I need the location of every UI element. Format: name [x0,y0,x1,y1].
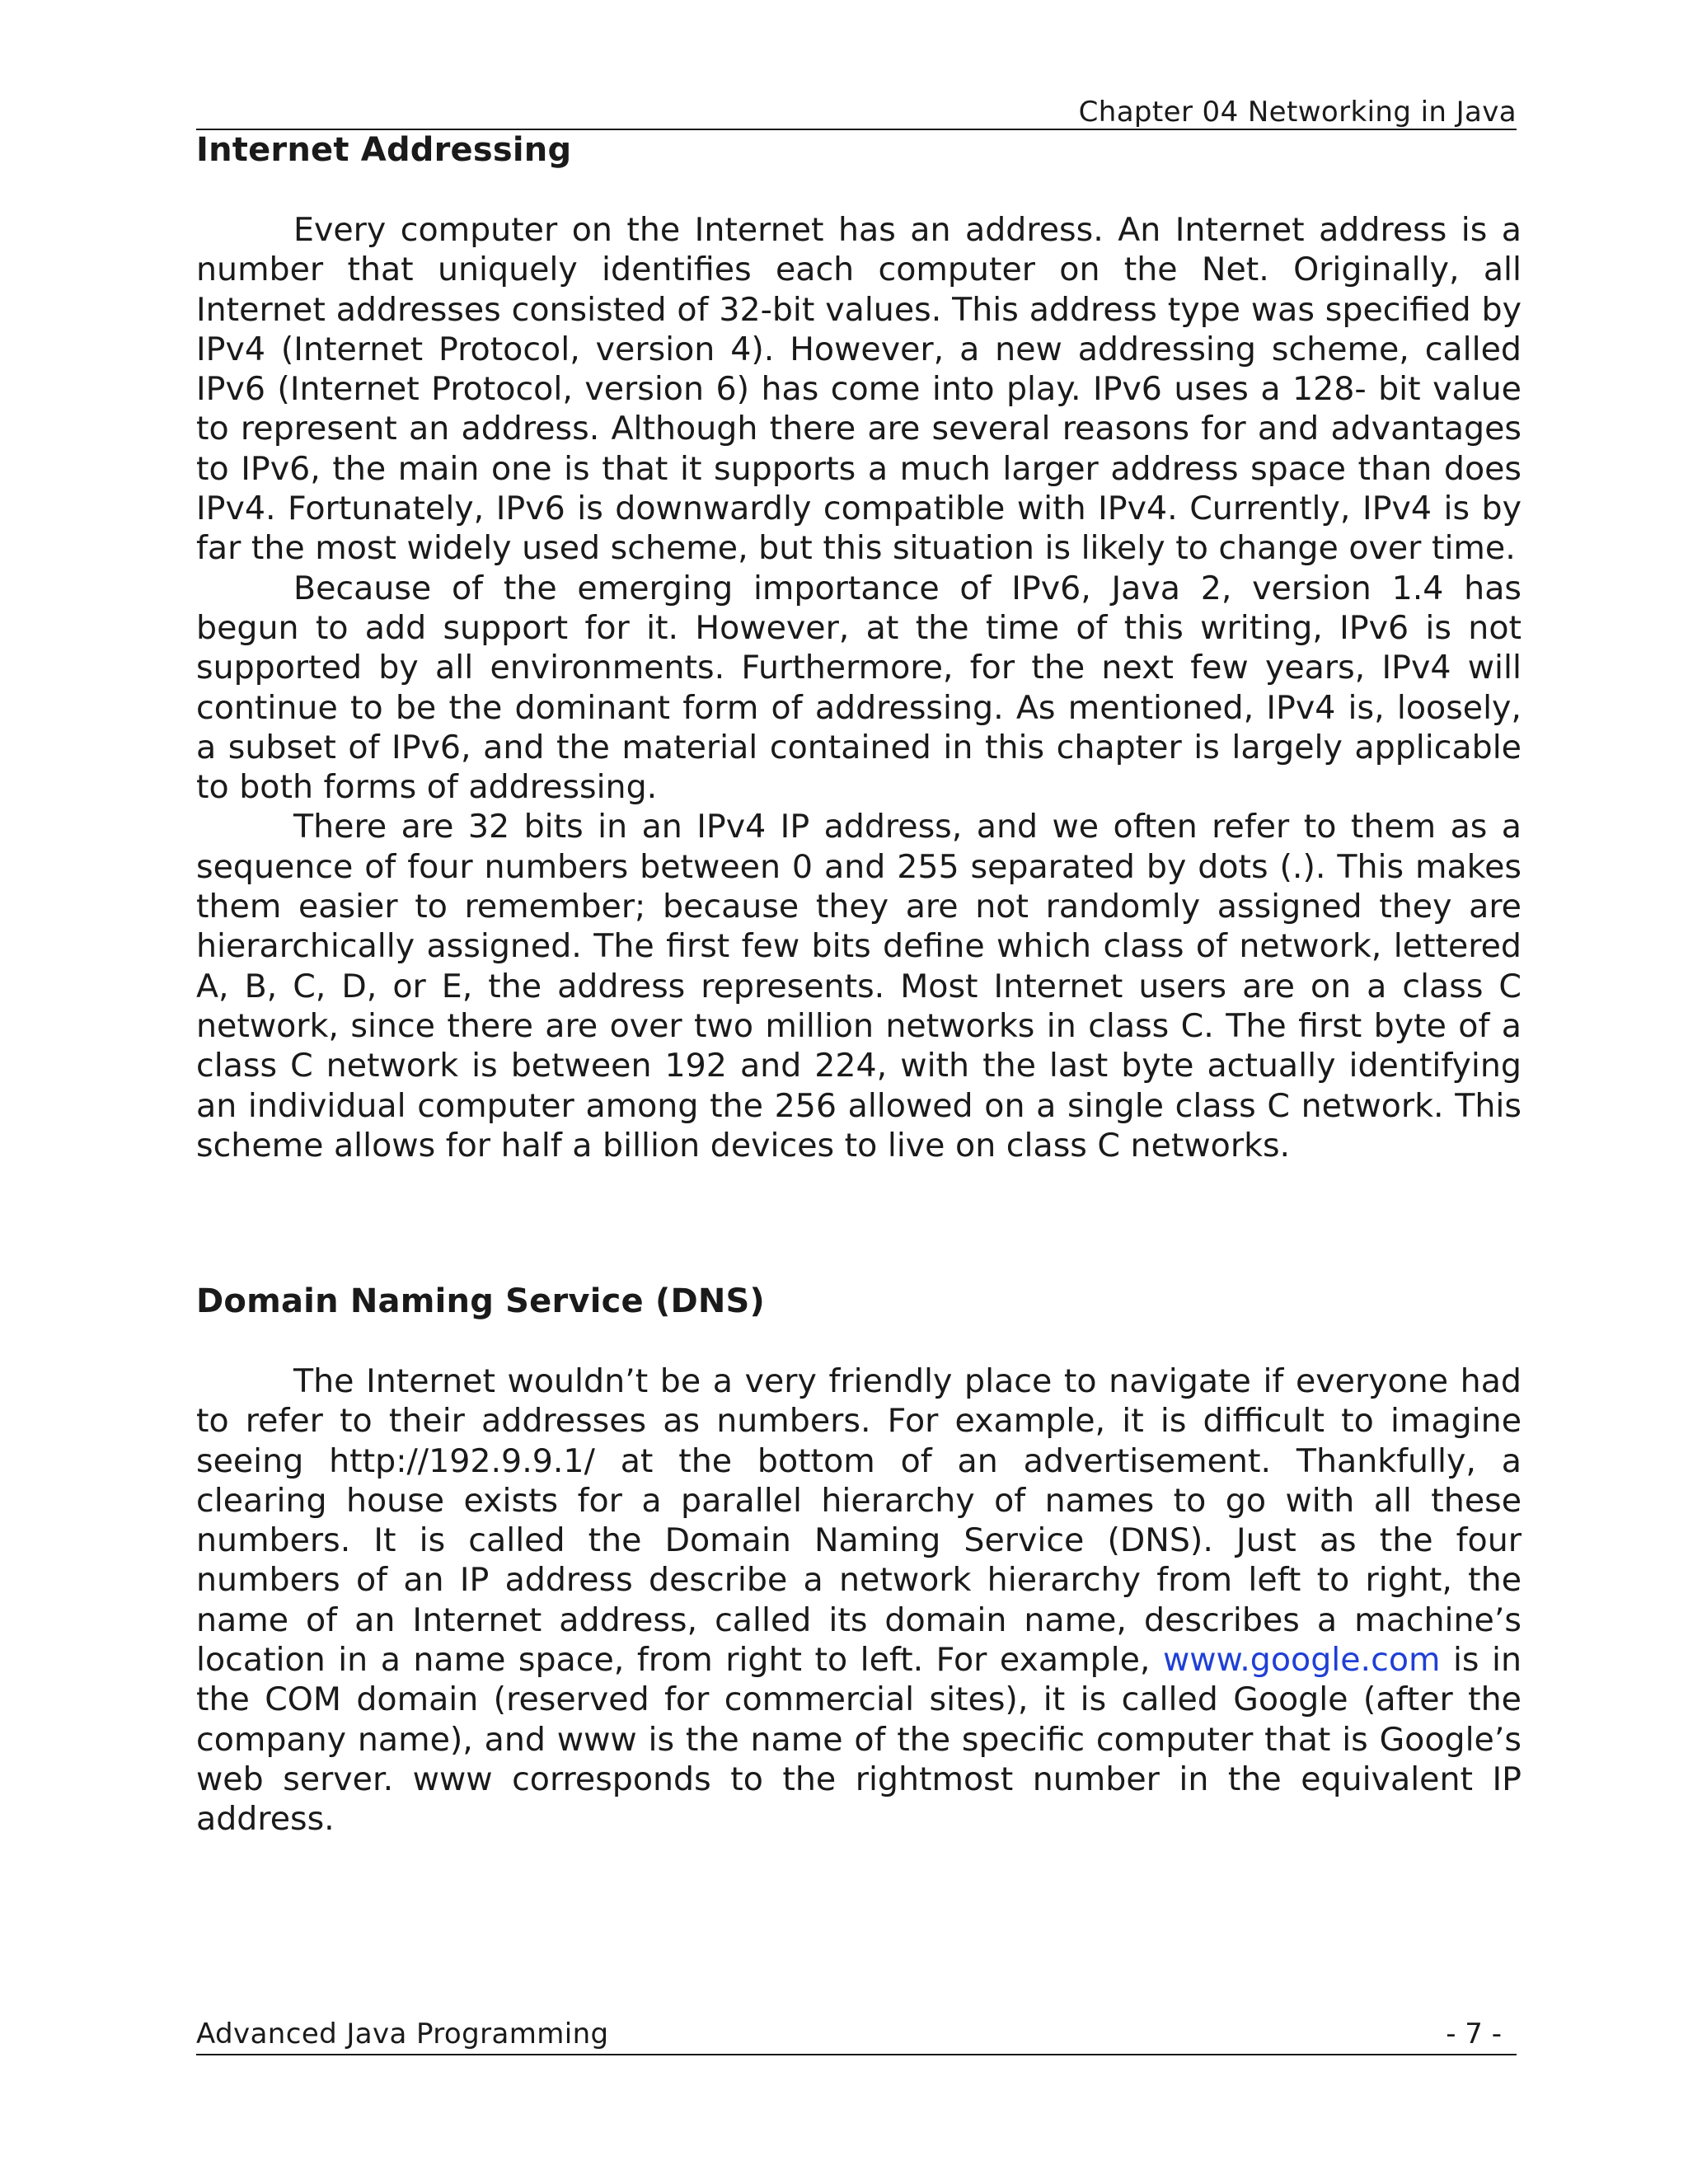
paragraph-text: is in the COM domain (reserved for commercial sites), it is called Google (after the company name), and www is the name of the specific computer that is Google’s web server. www corresponds to the rightmost number in the equivalent IP address. [196,1641,1522,1839]
running-footer [196,2014,1517,2055]
paragraph: There are 32 bits in an IPv4 IP address, and we often refer to them as a sequence of four numbers between 0 and 255 separated by dots (.). This makes them easier to remember; because they are not randomly assigned they are hierarchically assigned. The first few bits define which class of network, lettered A, B, C, D, or E, the address represents. Most Internet users are on a class C network, since there are over two million networks in class C. The first byte of a class C network is between 192 and 224, with the last byte actually identifying an individual computer among the 256 allowed on a single class C network. This scheme allows for half a billion devices to live on class C networks. [196,808,1522,1165]
paragraph-text: The Internet wouldn’t be a very friendly place to navigate if everyone had to refer to their addresses as numbers. For example, it is difficult to imagine seeing http://192.9.9.1/ at the bottom of an advertisement. Thankfully, a clearing house exists for a parallel hierarchy of names to go with all these numbers. It is called the Domain Naming Service (DNS). Just as the four numbers of an IP address describe a network hierarchy from left to right, the name of an Internet address, called its domain name, describes a machine’s location in a name space, from right to left. For example, [196,1362,1522,1680]
book-title: Advanced Java Programming [196,2018,609,2050]
paragraph: Every computer on the Internet has an address. An Internet address is a number that uniquely identifies each computer on the Net. Originally, all Internet addresses consisted of 32-bit values. This address type was specified by IPv4 (Internet Protocol, version 4). However, a new addressing scheme, called IPv6 (Internet Protocol, version 6) has come into play. IPv6 uses a 128- bit value to represent an address. Although there are several reasons for and advantages to IPv6, the main one is that it supports a much larger address space than does IPv4. Fortunately, IPv6 is downwardly compatible with IPv4. Currently, IPv4 is by far the most widely used scheme, but this situation is likely to change over time. [196,211,1522,568]
paragraph: Because of the emerging importance of IPv6, Java 2, version 1.4 has begun to add support for it. However, at the time of this writing, IPv6 is not supported by all environments. Furthermore, for the next few years, IPv4 will continue to be the dominant form of addressing. As mentioned, IPv4 is, loosely, a subset of IPv6, and the material contained in this chapter is largely applicable to both forms of addressing. [196,569,1522,807]
page-number: - 7 - [1446,2018,1502,2050]
section-body-dns [196,1361,1522,1840]
google-link[interactable]: www.google.com [1162,1641,1441,1680]
running-header [196,92,1517,130]
chapter-label: Chapter 04 Networking in Java [1078,96,1517,129]
paragraph [196,1361,1522,1840]
section-body-internet-addressing [196,210,1522,1165]
section-title-internet-addressing: Internet Addressing [196,131,572,169]
section-title-dns: Domain Naming Service (DNS) [196,1282,766,1320]
